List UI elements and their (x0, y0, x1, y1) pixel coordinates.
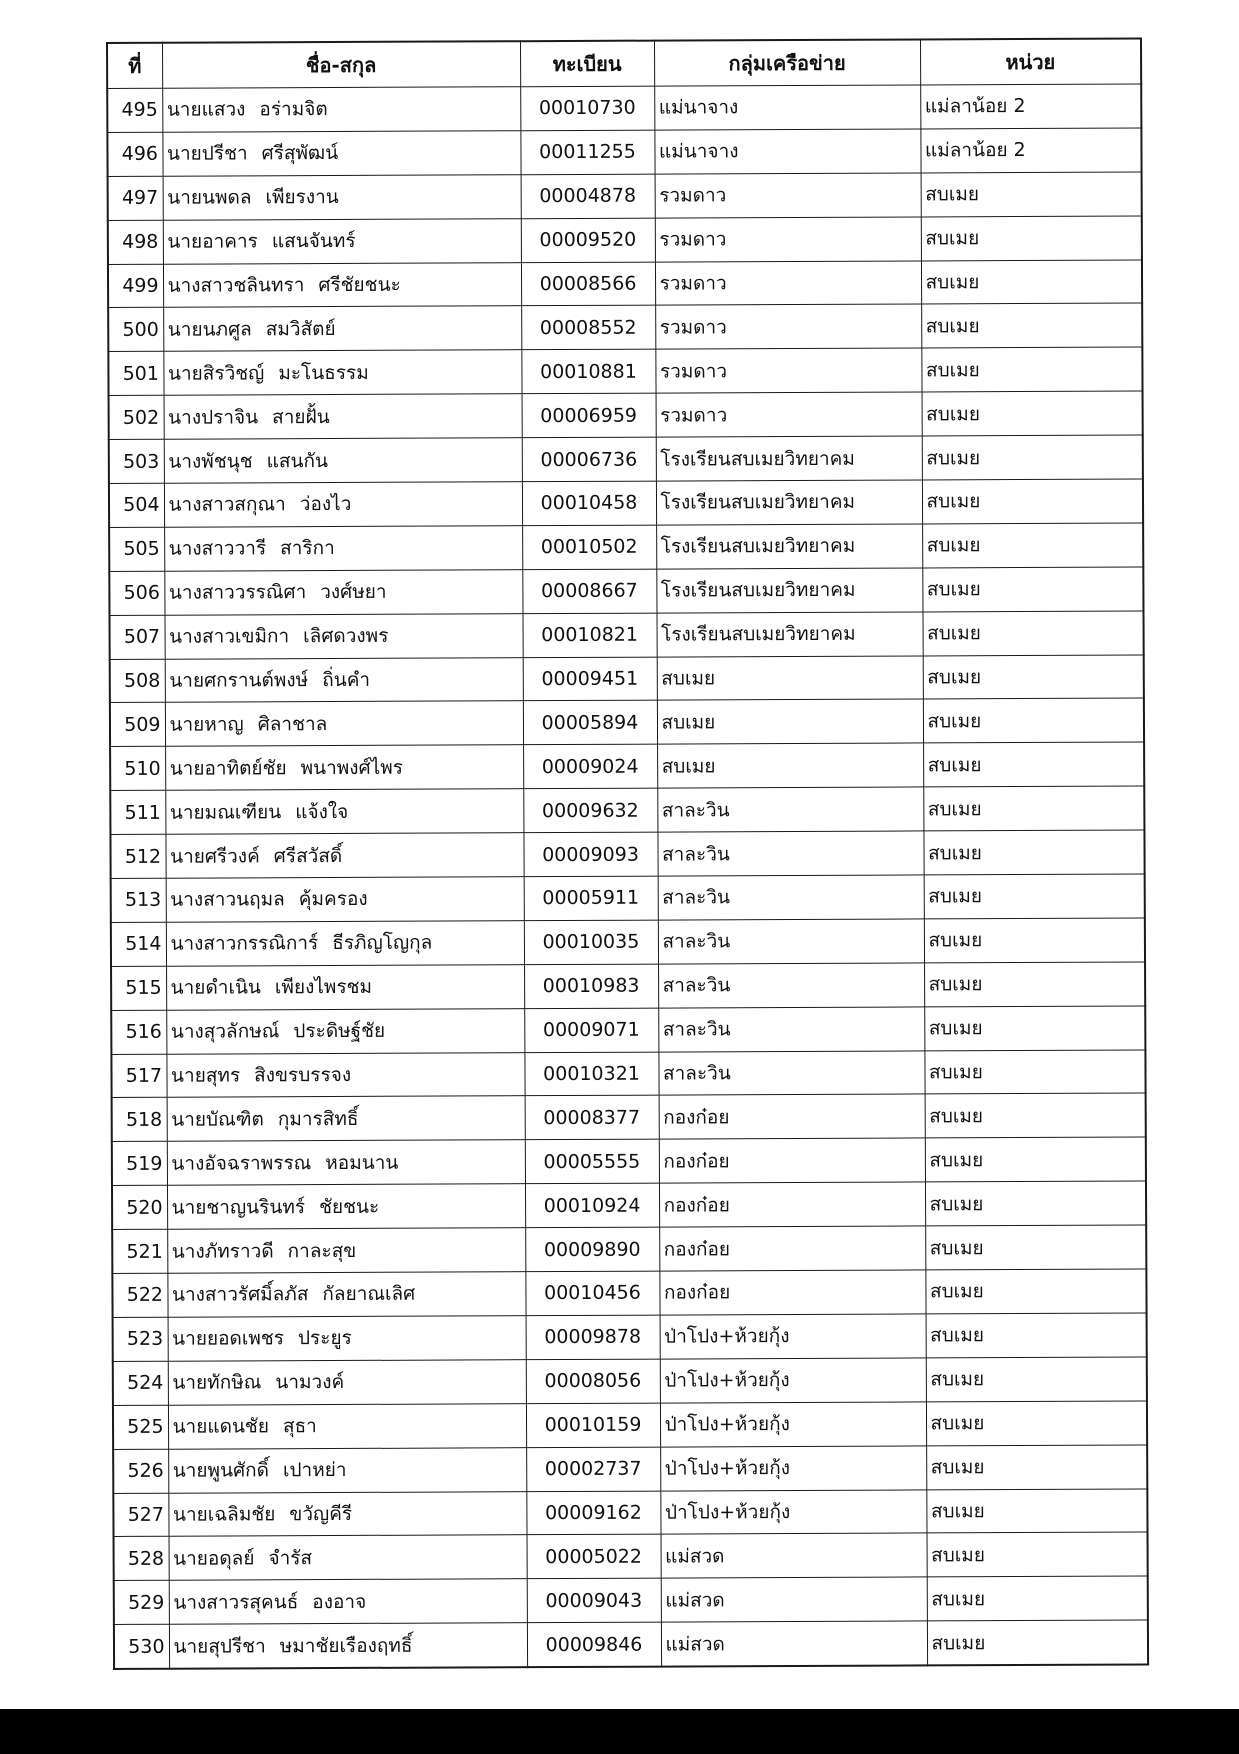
row-number-cell: 497 (108, 176, 163, 220)
name-cell (162, 87, 520, 132)
table-header (107, 38, 1141, 88)
name-cell (166, 877, 524, 922)
row-number-cell: 516 (111, 1010, 166, 1054)
row-number-cell: 524 (113, 1361, 168, 1405)
table-row (111, 1050, 1145, 1098)
table-row (108, 347, 1142, 395)
row-number-cell: 528 (114, 1537, 169, 1581)
network-group-cell: สาละวิน (658, 1007, 924, 1052)
unit-cell: สบเมย (923, 830, 1144, 875)
network-group-cell: ป่าโปง+ห้วยกุ้ง (660, 1314, 926, 1359)
registration-cell: 00008056 (526, 1359, 660, 1403)
roster-table (106, 37, 1149, 1670)
first-name: นางภัทราวดี (171, 1239, 274, 1263)
row-number-cell: 526 (113, 1449, 168, 1493)
name-cell (165, 613, 523, 658)
first-name: นายศรีวงค์ (170, 844, 260, 868)
table-row (112, 1269, 1146, 1317)
first-name: นางสุวลักษณ์ (170, 1020, 280, 1043)
table-row (109, 479, 1143, 527)
name-cell (165, 701, 523, 746)
registration-cell: 00005911 (524, 876, 658, 920)
unit-cell: สบเมย (924, 918, 1145, 963)
last-name: แสนจันทร์ (271, 230, 356, 253)
name-cell (167, 1184, 525, 1229)
registration-cell: 00005022 (527, 1534, 661, 1578)
last-name: เพียรงาน (265, 186, 339, 209)
first-name: นายทักษิณ (172, 1371, 262, 1394)
row-number-cell: 509 (110, 703, 165, 747)
row-number-cell: 508 (110, 659, 165, 703)
unit-cell: สบเมย (923, 698, 1144, 743)
row-number-cell: 505 (109, 527, 164, 571)
unit-cell: สบเมย (925, 1093, 1146, 1138)
table-row (109, 435, 1143, 483)
first-name: นางพัชนุช (168, 449, 253, 473)
scan-bottom-edge (0, 1709, 1239, 1754)
unit-cell: สบเมย (922, 479, 1143, 524)
registration-cell: 00009024 (523, 744, 657, 788)
network-group-cell: ป่าโปง+ห้วยกุ้ง (660, 1489, 926, 1534)
registration-cell: 00006959 (522, 393, 656, 437)
last-name: ชัยชนะ (319, 1195, 380, 1218)
unit-cell: สบเมย (926, 1401, 1147, 1446)
unit-cell: สบเมย (927, 1576, 1148, 1621)
table-row (108, 216, 1142, 264)
network-group-cell: กองก๋อย (659, 1226, 925, 1271)
network-group-cell: กองก๋อย (659, 1094, 925, 1139)
first-name: นางปราจิน (168, 406, 259, 429)
registration-cell: 00009846 (527, 1622, 661, 1667)
row-number-cell: 513 (111, 878, 166, 922)
network-group-cell: กองก๋อย (659, 1138, 925, 1183)
network-group-cell: โรงเรียนสบเมยวิทยาคม (656, 436, 922, 481)
row-number-cell: 521 (112, 1229, 167, 1273)
name-cell (167, 1096, 525, 1141)
header-registration: ทะเบียน (520, 41, 654, 87)
name-cell (165, 745, 523, 790)
unit-cell: สบเมย (922, 391, 1143, 436)
last-name: เลิศดวงพร (303, 624, 389, 648)
name-cell (164, 438, 522, 483)
last-name: ขวัญคีรี (289, 1502, 353, 1526)
table-row (113, 1445, 1147, 1493)
last-name: ประยูร (297, 1327, 352, 1350)
table-row (108, 303, 1142, 351)
unit-cell: สบเมย (921, 303, 1142, 348)
registration-cell: 00010821 (522, 613, 656, 657)
last-name: สมวิสัตย์ (265, 317, 336, 341)
first-name: นางสาวรสุคนธ์ (173, 1590, 299, 1614)
unit-cell: สบเมย (926, 1488, 1147, 1533)
unit-cell: สบเมย (922, 435, 1143, 480)
table-row (113, 1357, 1147, 1405)
network-group-cell: รวมดาว (655, 261, 921, 306)
registration-cell: 00002737 (526, 1447, 660, 1491)
network-group-cell: แม่นาจาง (654, 129, 920, 174)
unit-cell: สบเมย (924, 962, 1145, 1007)
first-name: นายสิรวิชญ์ (167, 362, 265, 385)
network-group-cell: แม่สวด (661, 1621, 927, 1667)
name-cell (167, 1272, 525, 1317)
registration-cell: 00010035 (524, 920, 658, 964)
table-row (113, 1313, 1147, 1361)
name-cell (169, 1623, 527, 1669)
row-number-cell: 530 (114, 1624, 169, 1669)
unit-cell: สบเมย (927, 1620, 1148, 1665)
last-name: กัลยาณเลิศ (322, 1283, 416, 1306)
registration-cell: 00005555 (525, 1139, 659, 1183)
registration-cell: 00006736 (522, 437, 656, 481)
first-name: นางอัจฉราพรรณ (171, 1151, 312, 1175)
last-name: สุธา (282, 1415, 317, 1438)
unit-cell: แม่ลาน้อย 2 (920, 128, 1141, 173)
network-group-cell: โรงเรียนสบเมยวิทยาคม (656, 568, 922, 613)
registration-cell: 00009071 (524, 1008, 658, 1052)
first-name: นายบัณฑิต (171, 1108, 264, 1131)
network-group-cell: สาละวิน (657, 831, 923, 876)
table-row (108, 260, 1142, 308)
row-number-cell: 514 (111, 922, 166, 966)
network-group-cell: แม่สวด (661, 1533, 927, 1578)
network-group-cell: กองก๋อย (659, 1270, 925, 1315)
name-cell (163, 218, 521, 263)
last-name: ศิลาชาล (257, 712, 328, 736)
first-name: นางสาวนฤมล (170, 888, 285, 912)
network-group-cell: สาละวิน (658, 919, 924, 964)
registration-cell: 00004878 (521, 174, 655, 218)
name-cell (169, 1535, 527, 1580)
first-name: นายอดุลย์ (173, 1547, 255, 1570)
last-name: สายฝั้น (272, 405, 330, 428)
unit-cell: สบเมย (927, 1532, 1148, 1577)
network-group-cell: ป่าโปง+ห้วยกุ้ง (660, 1446, 926, 1491)
unit-cell: สบเมย (923, 655, 1144, 700)
network-group-cell: โรงเรียนสบเมยวิทยาคม (656, 480, 922, 525)
registration-cell: 00010458 (522, 481, 656, 525)
table-row (110, 655, 1144, 703)
table-row (111, 1006, 1145, 1054)
registration-cell: 00008552 (521, 306, 655, 350)
registration-cell: 00010924 (525, 1183, 659, 1227)
table-row (109, 523, 1143, 571)
unit-cell: สบเมย (926, 1313, 1147, 1358)
table-row (108, 172, 1142, 220)
row-number-cell: 512 (110, 834, 165, 878)
name-cell (164, 526, 522, 571)
name-cell (163, 350, 521, 395)
last-name: นามวงค์ (275, 1371, 345, 1394)
name-cell (164, 394, 522, 439)
name-cell (165, 833, 523, 878)
row-number-cell: 522 (112, 1273, 167, 1317)
table-row (114, 1620, 1148, 1669)
last-name: สาริกา (280, 537, 335, 560)
name-cell (167, 1140, 525, 1185)
table-row (111, 874, 1145, 922)
network-group-cell: สาละวิน (658, 1051, 924, 1096)
network-group-cell: สบเมย (657, 656, 923, 701)
row-number-cell: 510 (110, 747, 165, 791)
registration-cell: 00009520 (521, 218, 655, 262)
row-number-cell: 499 (108, 264, 163, 308)
last-name: หอมนาน (325, 1151, 399, 1174)
table-row (107, 128, 1141, 176)
last-name: ศรีสุพัฒน์ (261, 142, 339, 165)
table-body (107, 84, 1148, 1669)
registration-cell: 00010983 (524, 964, 658, 1008)
registration-cell: 00008566 (521, 262, 655, 306)
registration-cell: 00008667 (522, 569, 656, 613)
unit-cell: สบเมย (921, 347, 1142, 392)
unit-cell: สบเมย (921, 260, 1142, 305)
registration-cell: 00010321 (524, 1052, 658, 1096)
table-row (113, 1488, 1147, 1536)
row-number-cell: 500 (108, 308, 163, 352)
row-number-cell: 520 (112, 1186, 167, 1230)
row-number-cell: 502 (109, 395, 164, 439)
table-row (112, 1093, 1146, 1141)
name-cell (165, 789, 523, 834)
row-number-cell: 495 (107, 88, 162, 132)
header-unit: หน่วย (920, 38, 1141, 84)
row-number-cell: 507 (110, 615, 165, 659)
last-name: คุ้มครอง (298, 888, 368, 911)
first-name: นายชาญนรินทร์ (171, 1195, 306, 1219)
first-name: นางสาววารี (168, 537, 267, 561)
unit-cell: สบเมย (925, 1137, 1146, 1182)
registration-cell: 00010159 (526, 1403, 660, 1447)
first-name: นางสาวรัศมิ์ลภัส (171, 1283, 309, 1307)
table-row (110, 698, 1144, 746)
unit-cell: สบเมย (922, 567, 1143, 612)
unit-cell: สบเมย (921, 216, 1142, 261)
first-name: นายนพดล (167, 186, 252, 209)
registration-cell: 00010881 (521, 349, 655, 393)
row-number-cell: 511 (110, 790, 165, 834)
network-group-cell: ป่าโปง+ห้วยกุ้ง (660, 1402, 926, 1447)
table-row (110, 742, 1144, 790)
first-name: นายยอดเพชร (172, 1327, 285, 1351)
registration-cell: 00009632 (523, 788, 657, 832)
first-name: นายปรีชา (166, 142, 248, 166)
header-no: ที่ (107, 43, 162, 89)
network-group-cell: สบเมย (657, 699, 923, 744)
unit-cell: สบเมย (921, 172, 1142, 217)
first-name: นายสุทร (170, 1064, 241, 1087)
name-cell (162, 131, 520, 176)
unit-cell: สบเมย (923, 786, 1144, 831)
name-cell (165, 657, 523, 702)
first-name: นายศกรานต์พงษ์ (169, 669, 309, 692)
network-group-cell: สาละวิน (658, 963, 924, 1008)
first-name: นายพูนศักดิ์ (172, 1459, 270, 1482)
table-row (112, 1137, 1146, 1185)
table-row (114, 1576, 1148, 1624)
network-group-cell: แม่นาจาง (654, 85, 920, 130)
row-number-cell: 525 (113, 1405, 168, 1449)
unit-cell: สบเมย (924, 874, 1145, 919)
row-number-cell: 523 (113, 1317, 168, 1361)
first-name: นางสาวเขมิกา (169, 625, 290, 648)
registration-cell: 00005894 (523, 701, 657, 745)
row-number-cell: 498 (108, 220, 163, 264)
network-group-cell: รวมดาว (655, 304, 921, 349)
name-cell (168, 1316, 526, 1361)
table-row (113, 1401, 1147, 1449)
last-name: ประดิษฐ์ชัย (293, 1019, 386, 1043)
last-name: องอาจ (312, 1590, 367, 1613)
unit-cell: สบเมย (922, 611, 1143, 656)
unit-cell: สบเมย (925, 1225, 1146, 1270)
unit-cell: สบเมย (923, 742, 1144, 787)
last-name: ว่องไว (299, 493, 352, 516)
header-row (107, 38, 1141, 88)
first-name: นายดำเนิน (170, 976, 261, 999)
last-name: สิงขรบรรจง (254, 1063, 352, 1087)
table-row (111, 962, 1145, 1010)
name-cell (169, 1579, 527, 1624)
network-group-cell: สาละวิน (657, 787, 923, 832)
first-name: นายอาทิตย์ชัย (169, 757, 287, 780)
row-number-cell: 515 (111, 966, 166, 1010)
last-name: เพียงไพรชม (274, 976, 373, 999)
last-name: ศรีสวัสดิ์ (273, 844, 343, 867)
unit-cell: แม่ลาน้อย 2 (920, 84, 1141, 129)
network-group-cell: แม่สวด (661, 1577, 927, 1622)
name-cell (166, 921, 524, 966)
network-group-cell: รวมดาว (655, 348, 921, 393)
name-cell (168, 1360, 526, 1405)
last-name: ศรีชัยชนะ (318, 273, 401, 297)
first-name: นางสาวกรรณิการ์ (170, 932, 319, 956)
unit-cell: สบเมย (926, 1357, 1147, 1402)
row-number-cell: 518 (112, 1098, 167, 1142)
registration-cell: 00009093 (523, 832, 657, 876)
row-number-cell: 504 (109, 483, 164, 527)
first-name: นายแดนชัย (172, 1415, 269, 1438)
name-cell (167, 1228, 525, 1273)
name-cell (166, 1052, 524, 1097)
row-number-cell: 527 (113, 1493, 168, 1537)
registration-cell: 00010730 (520, 86, 654, 130)
table-row (112, 1225, 1146, 1273)
name-cell (168, 1447, 526, 1492)
last-name: ถิ่นคำ (322, 668, 371, 692)
table-row (110, 611, 1144, 659)
row-number-cell: 501 (108, 352, 163, 396)
network-group-cell: รวมดาว (655, 173, 921, 218)
last-name: แจ้งใจ (295, 800, 349, 823)
name-cell (163, 174, 521, 219)
table-row (112, 1181, 1146, 1229)
table-row (111, 918, 1145, 966)
last-name: ธีรภิญโญกุล (332, 931, 433, 955)
row-number-cell: 506 (109, 571, 164, 615)
first-name: นายแสวง (166, 98, 246, 122)
last-name: จำรัส (268, 1546, 313, 1570)
network-group-cell: สบเมย (657, 743, 923, 788)
unit-cell: สบเมย (925, 1181, 1146, 1226)
row-number-cell: 529 (114, 1581, 169, 1625)
registration-cell: 00008377 (525, 1096, 659, 1140)
name-cell (168, 1403, 526, 1448)
first-name: นายหาญ (169, 713, 244, 736)
last-name: กุมารสิทธิ์ (277, 1107, 359, 1131)
registration-cell: 00009043 (527, 1578, 661, 1622)
header-network-group: กลุ่มเครือข่าย (654, 39, 920, 86)
table-row (110, 786, 1144, 834)
last-name: เปาหย่า (282, 1459, 347, 1482)
name-cell (163, 306, 521, 351)
table-row (109, 391, 1143, 439)
network-group-cell: สาละวิน (658, 875, 924, 920)
network-group-cell: รวมดาว (655, 217, 921, 262)
registration-cell: 00010502 (522, 525, 656, 569)
table-row (110, 830, 1144, 878)
unit-cell: สบเมย (925, 1269, 1146, 1314)
row-number-cell: 496 (107, 132, 162, 176)
network-group-cell: ป่าโปง+ห้วยกุ้ง (660, 1358, 926, 1403)
registration-cell: 00010456 (525, 1271, 659, 1315)
unit-cell: สบเมย (924, 1006, 1145, 1051)
first-name: นายนภศูล (167, 318, 252, 341)
table-row (109, 567, 1143, 615)
name-cell (164, 569, 522, 614)
last-name: อร่ามจิต (259, 98, 328, 121)
registration-cell: 00011255 (520, 130, 654, 174)
table-row (107, 84, 1141, 132)
first-name: นางสาวสกุณา (168, 493, 286, 517)
last-name: ษมาชัยเรืองฤทธิ์ (279, 1634, 413, 1657)
last-name: มะโนธรรม (278, 361, 369, 385)
name-cell (168, 1491, 526, 1536)
document-sheet (106, 37, 1147, 1670)
first-name: นายอาคาร (167, 230, 258, 253)
first-name: นางสาวชลินทรา (167, 274, 305, 297)
network-group-cell: โรงเรียนสบเมยวิทยาคม (656, 612, 922, 657)
last-name: พนาพงศ์ไพร (300, 756, 403, 779)
name-cell (163, 262, 521, 307)
first-name: นายเฉลิมชัย (172, 1503, 276, 1526)
table-row (114, 1532, 1148, 1580)
first-name: นายสุปรีชา (173, 1634, 266, 1658)
network-group-cell: กองก๋อย (659, 1182, 925, 1227)
name-cell (164, 482, 522, 527)
registration-cell: 00009890 (525, 1227, 659, 1271)
last-name: วงศ์ษยา (320, 581, 387, 604)
unit-cell: สบเมย (922, 523, 1143, 568)
name-cell (166, 964, 524, 1009)
header-name: ชื่อ-สกุล (162, 41, 520, 88)
registration-cell: 00009451 (523, 657, 657, 701)
unit-cell: สบเมย (924, 1050, 1145, 1095)
first-name: นายมณเฑียน (169, 800, 282, 824)
network-group-cell: รวมดาว (656, 392, 922, 437)
row-number-cell: 519 (112, 1142, 167, 1186)
first-name: นางสาววรรณิศา (168, 581, 307, 604)
row-number-cell: 517 (111, 1054, 166, 1098)
last-name: แสนกัน (266, 449, 328, 472)
registration-cell: 00009878 (526, 1315, 660, 1359)
network-group-cell: โรงเรียนสบเมยวิทยาคม (656, 524, 922, 569)
registration-cell: 00009162 (526, 1491, 660, 1535)
row-number-cell: 503 (109, 439, 164, 483)
last-name: กาละสุข (287, 1239, 357, 1262)
name-cell (166, 1008, 524, 1053)
unit-cell: สบเมย (926, 1445, 1147, 1490)
